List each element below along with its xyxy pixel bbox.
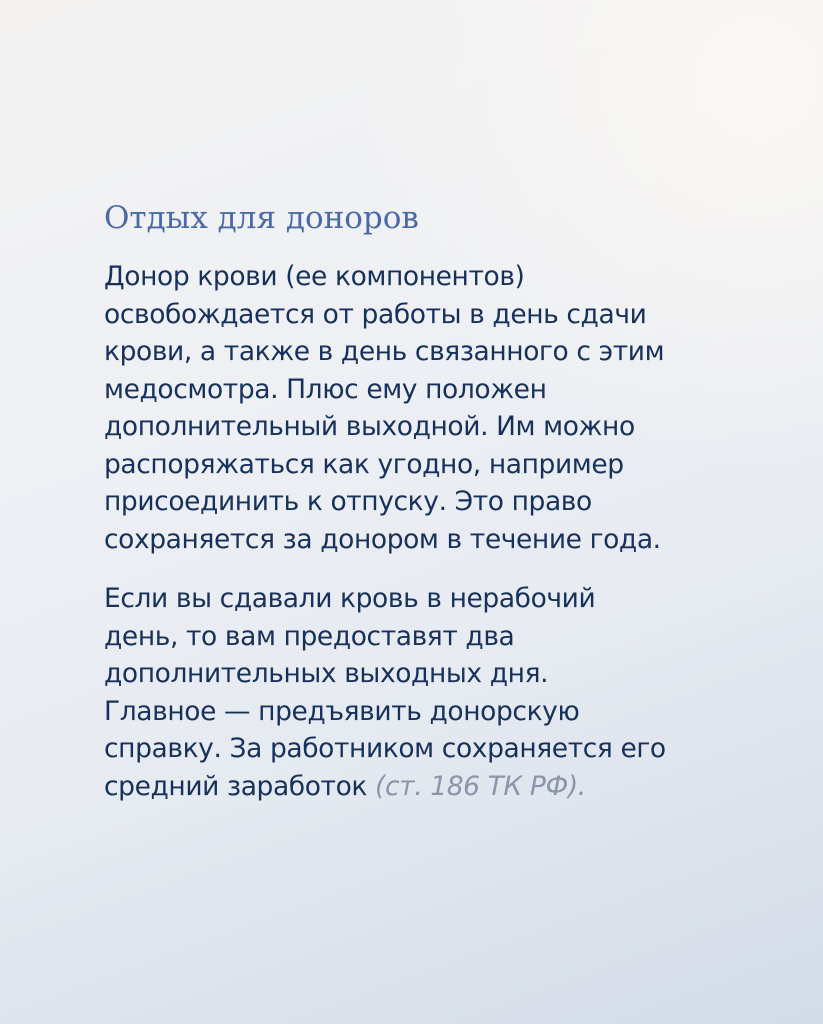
page-title: Отдых для доноров bbox=[104, 200, 419, 236]
text-line: дополнительный выходной. Им можно bbox=[104, 411, 635, 442]
text-line: освобождается от работы в день сдачи bbox=[104, 298, 647, 330]
text-line: крови, а также в день связанного с этим bbox=[104, 336, 665, 367]
text-segment: средний заработок bbox=[104, 770, 368, 802]
content-card bbox=[104, 196, 784, 805]
text-line: Донор крови (ее компонентов) bbox=[104, 261, 525, 292]
text-line: дополнительных выходных дня. bbox=[104, 658, 549, 689]
text-line: день, то вам предоставят два bbox=[104, 620, 515, 652]
text-line: присоединить к отпуску. Это право bbox=[104, 486, 592, 517]
text-line: Если вы сдавали кровь в нерабочий bbox=[104, 583, 596, 614]
text-line-last bbox=[104, 768, 784, 806]
paragraph-rest-day bbox=[104, 258, 784, 558]
text-line: справку. За работником сохраняется его bbox=[104, 733, 666, 764]
paragraph-nonworking-day bbox=[104, 580, 784, 805]
text-line: сохраняется за донором в течение года. bbox=[104, 523, 661, 555]
law-reference: (ст. 186 ТК РФ). bbox=[375, 770, 586, 802]
text-line: распоряжаться как угодно, например bbox=[104, 448, 624, 480]
text-line: Главное — предъявить донорскую bbox=[104, 695, 580, 727]
text-line: медосмотра. Плюс ему положен bbox=[104, 373, 547, 405]
